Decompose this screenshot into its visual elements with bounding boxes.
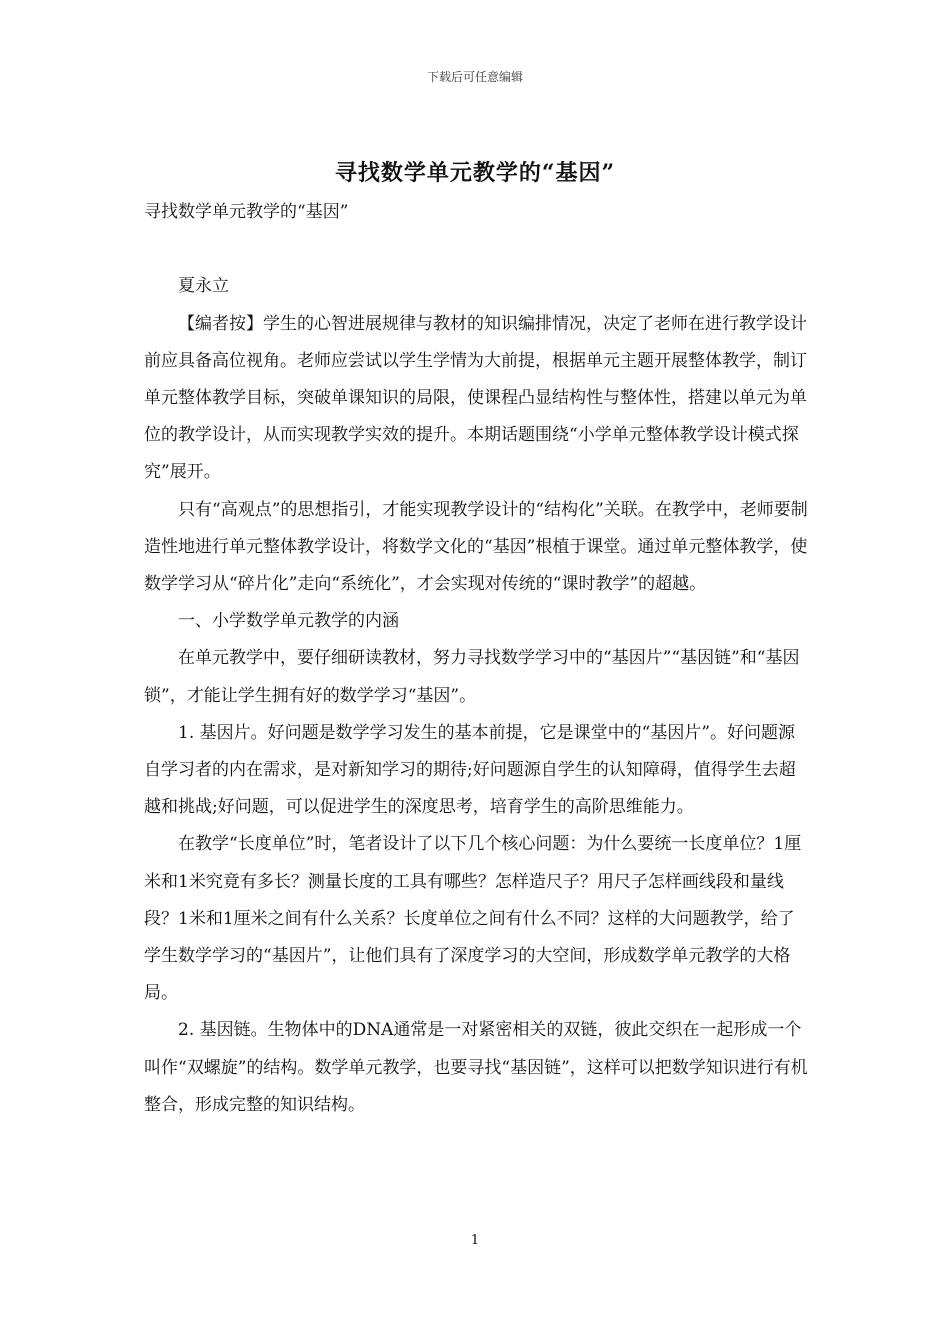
body-paragraph: 2. 基因链。生物体中的DNA通常是一对紧密相关的双链，彼此交织在一起形成一个叫作“双螺旋”的结构。数学单元教学，也要寻找“基因链”，这样可以把数学知识进行有机整合，形成完整的知识结构。 bbox=[144, 1020, 808, 1115]
blank-line bbox=[144, 231, 808, 268]
section-heading: 一、小学数学单元教学的内涵 bbox=[178, 611, 399, 632]
page-number: 1 bbox=[470, 1233, 480, 1248]
header-note: 下载后可任意编辑 bbox=[426, 70, 523, 84]
body-paragraph: 在教学“长度单位”时，笔者设计了以下几个核心问题：为什么要统一长度单位？1厘米和1米究竟有多长？测量长度的工具有哪些？怎样造尺子？用尺子怎样画线段和量线段？1米和1厘米之间有什么关系？长度单位之间有什么不同？这样的大问题教学，给了学生数学学习的“基因片”，让他们具有了深度学习的大空间，形成数学单元教学的大格局。 bbox=[144, 834, 802, 1004]
document-body bbox=[144, 194, 808, 1124]
author: 夏永立 bbox=[178, 276, 229, 297]
body-paragraph: 1. 基因片。好问题是数学学习发生的基本前提，它是课堂中的“基因片”。好问题源自学习者的内在需求，是对新知学习的期待;好问题源自学生的认知障碍，值得学生去超越和挑战;好问题，可以促进学生的深度思考，培育学生的高阶思维能力。 bbox=[144, 722, 796, 818]
body-paragraph: 只有“高观点”的思想指引，才能实现教学设计的“结构化”关联。在教学中，老师要制造性地进行单元整体教学设计，将数学文化的“基因”根植于课堂。通过单元整体教学，使数学学习从“碎片化”走向“系统化”，才会实现对传统的“课时教学”的超越。 bbox=[144, 499, 808, 595]
body-paragraph: 在单元教学中，要仔细研读教材，努力寻找数学学习中的“基因片”“基因链”和“基因锁”，才能让学生拥有好的数学学习“基因”。 bbox=[144, 648, 800, 706]
editor-note-paragraph: 【编者按】学生的心智进展规律与教材的知识编排情况，决定了老师在进行教学设计前应具备高位视角。老师应尝试以学生学情为大前提，根据单元主题开展整体教学，制订单元整体教学目标，突破单课知识的局限，使课程凸显结构性与整体性，搭建以单元为单位的教学设计，从而实现教学实效的提升。本期话题围绕“小学单元整体教学设计模式探究”展开。 bbox=[144, 313, 807, 483]
subtitle: 寻找数学单元教学的“基因” bbox=[144, 202, 349, 222]
document-title: 寻找数学单元教学的“基因” bbox=[334, 160, 616, 186]
